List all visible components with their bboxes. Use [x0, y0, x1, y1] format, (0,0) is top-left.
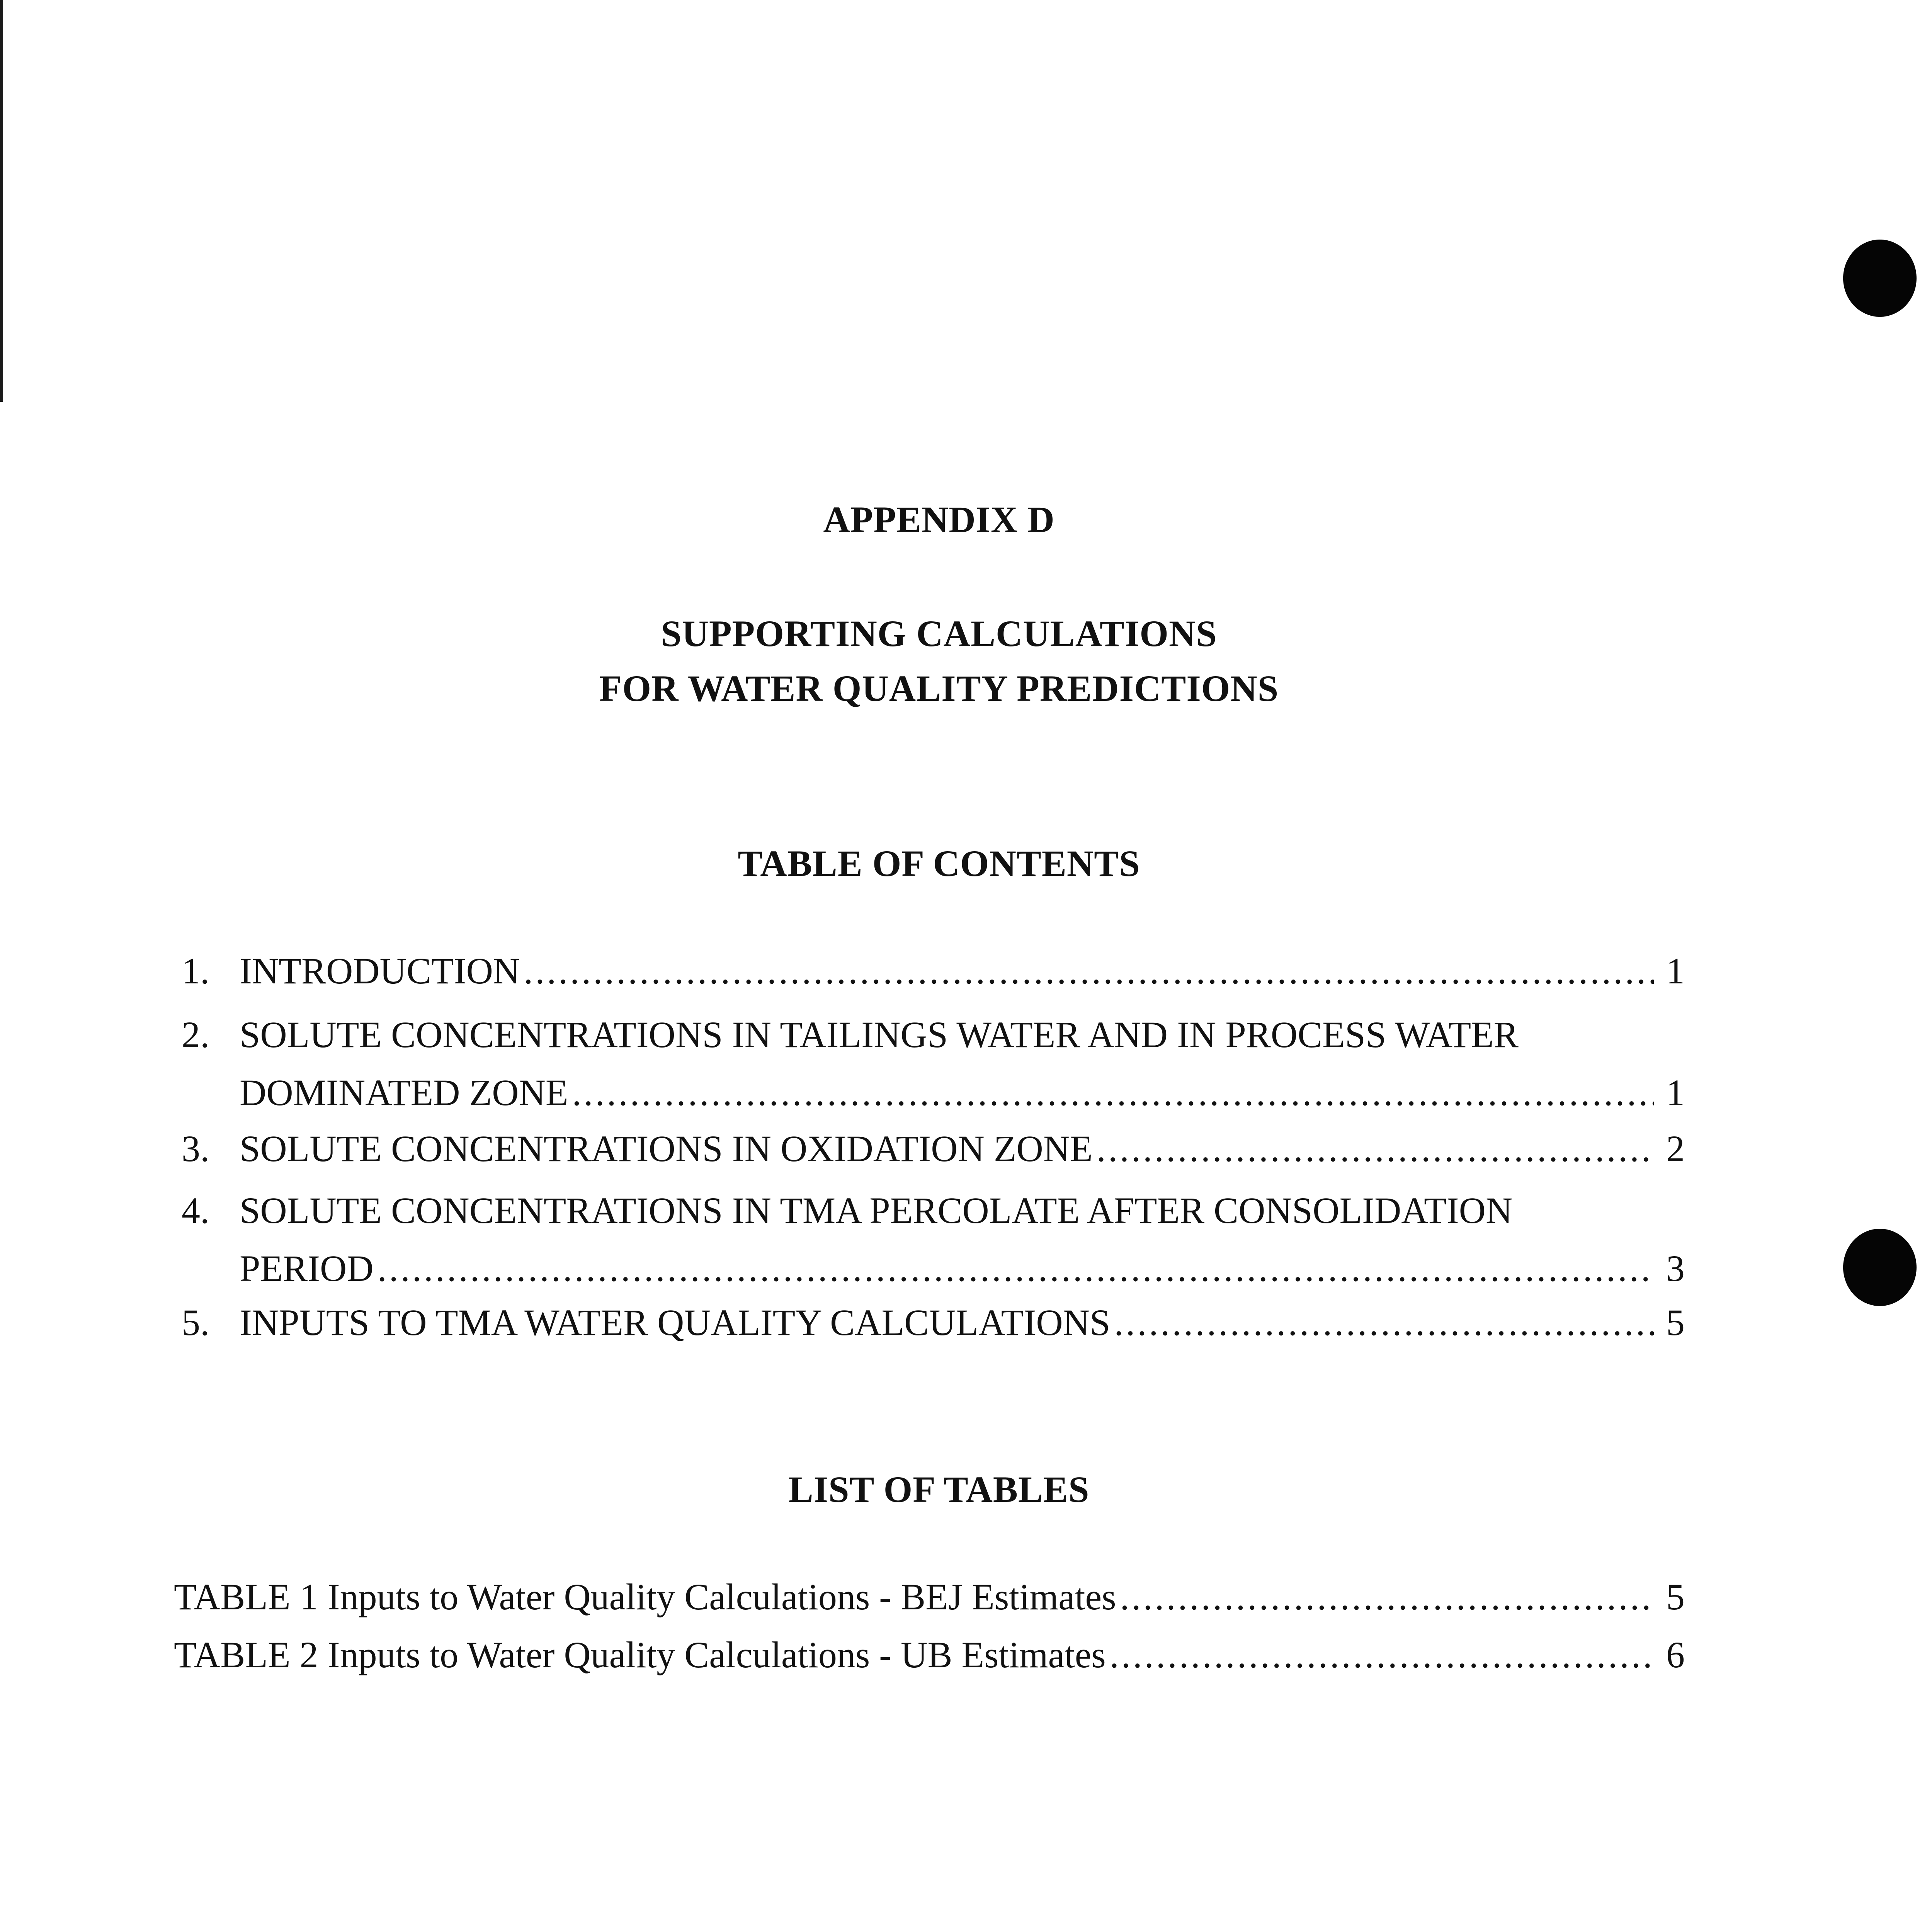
toc-entry-title-line-2: DOMINATED ZONE — [240, 1072, 568, 1113]
toc-entry-title-line-1: SOLUTE CONCENTRATIONS IN TAILINGS WATER AND IN PROCESS WATER — [240, 1014, 1519, 1055]
toc-entry-title: INPUTS TO TMA WATER QUALITY CALCULATIONS — [240, 1302, 1111, 1343]
table-list-entry-page: 6 — [1666, 1634, 1685, 1675]
scan-edge-line — [0, 0, 3, 402]
dot-leader — [1097, 1130, 1654, 1167]
toc-entry-title: SOLUTE CONCENTRATIONS IN OXIDATION ZONE — [240, 1128, 1093, 1169]
toc-entry-line — [240, 1250, 1685, 1287]
toc-entry-title: INTRODUCTION — [240, 950, 520, 992]
table-list-entry-page: 5 — [1666, 1576, 1685, 1617]
toc-entry-page: 1 — [1666, 950, 1685, 992]
toc-entry-page: 1 — [1666, 1072, 1685, 1113]
toc-entry-line — [240, 1304, 1685, 1341]
toc-entry-line — [240, 952, 1685, 990]
table-list-entry-title: TABLE 2 Inputs to Water Quality Calculations - UB Estimates — [174, 1634, 1106, 1675]
toc-entry-page: 5 — [1666, 1302, 1685, 1343]
dot-leader — [378, 1250, 1654, 1287]
dot-leader — [1114, 1304, 1654, 1341]
toc-entry-page: 2 — [1666, 1128, 1685, 1169]
punch-hole-top — [1843, 240, 1917, 317]
dot-leader — [524, 952, 1654, 990]
dot-leader — [1110, 1636, 1654, 1673]
subtitle-line-2: FOR WATER QUALITY PREDICTIONS — [599, 668, 1279, 709]
toc-entry-line — [240, 1130, 1685, 1167]
toc-entry-line — [240, 1074, 1685, 1111]
toc-entry-page: 3 — [1666, 1248, 1685, 1289]
appendix-title: APPENDIX D — [823, 499, 1055, 540]
punch-hole-middle — [1843, 1229, 1917, 1306]
toc-entry-number: 3. — [182, 1128, 209, 1169]
subtitle-line-1: SUPPORTING CALCULATIONS — [661, 613, 1217, 654]
dot-leader — [572, 1074, 1654, 1111]
toc-entry-number: 5. — [182, 1302, 209, 1343]
toc-entry-title-line-1: SOLUTE CONCENTRATIONS IN TMA PERCOLATE AFTER CONSOLIDATION — [240, 1190, 1513, 1231]
toc-entry-title-line-2: PERIOD — [240, 1248, 374, 1289]
document-subtitle — [0, 611, 1878, 712]
toc-entry-number: 4. — [182, 1190, 209, 1231]
toc-entry-number: 1. — [182, 950, 209, 992]
table-list-entry-line — [174, 1578, 1685, 1616]
toc-heading: TABLE OF CONTENTS — [738, 843, 1140, 884]
table-list-entry-line — [174, 1636, 1685, 1673]
dot-leader — [1120, 1578, 1654, 1616]
list-of-tables-heading: LIST OF TABLES — [788, 1469, 1090, 1510]
toc-entry-number: 2. — [182, 1014, 209, 1055]
table-list-entry-title: TABLE 1 Inputs to Water Quality Calculations - BEJ Estimates — [174, 1576, 1116, 1617]
